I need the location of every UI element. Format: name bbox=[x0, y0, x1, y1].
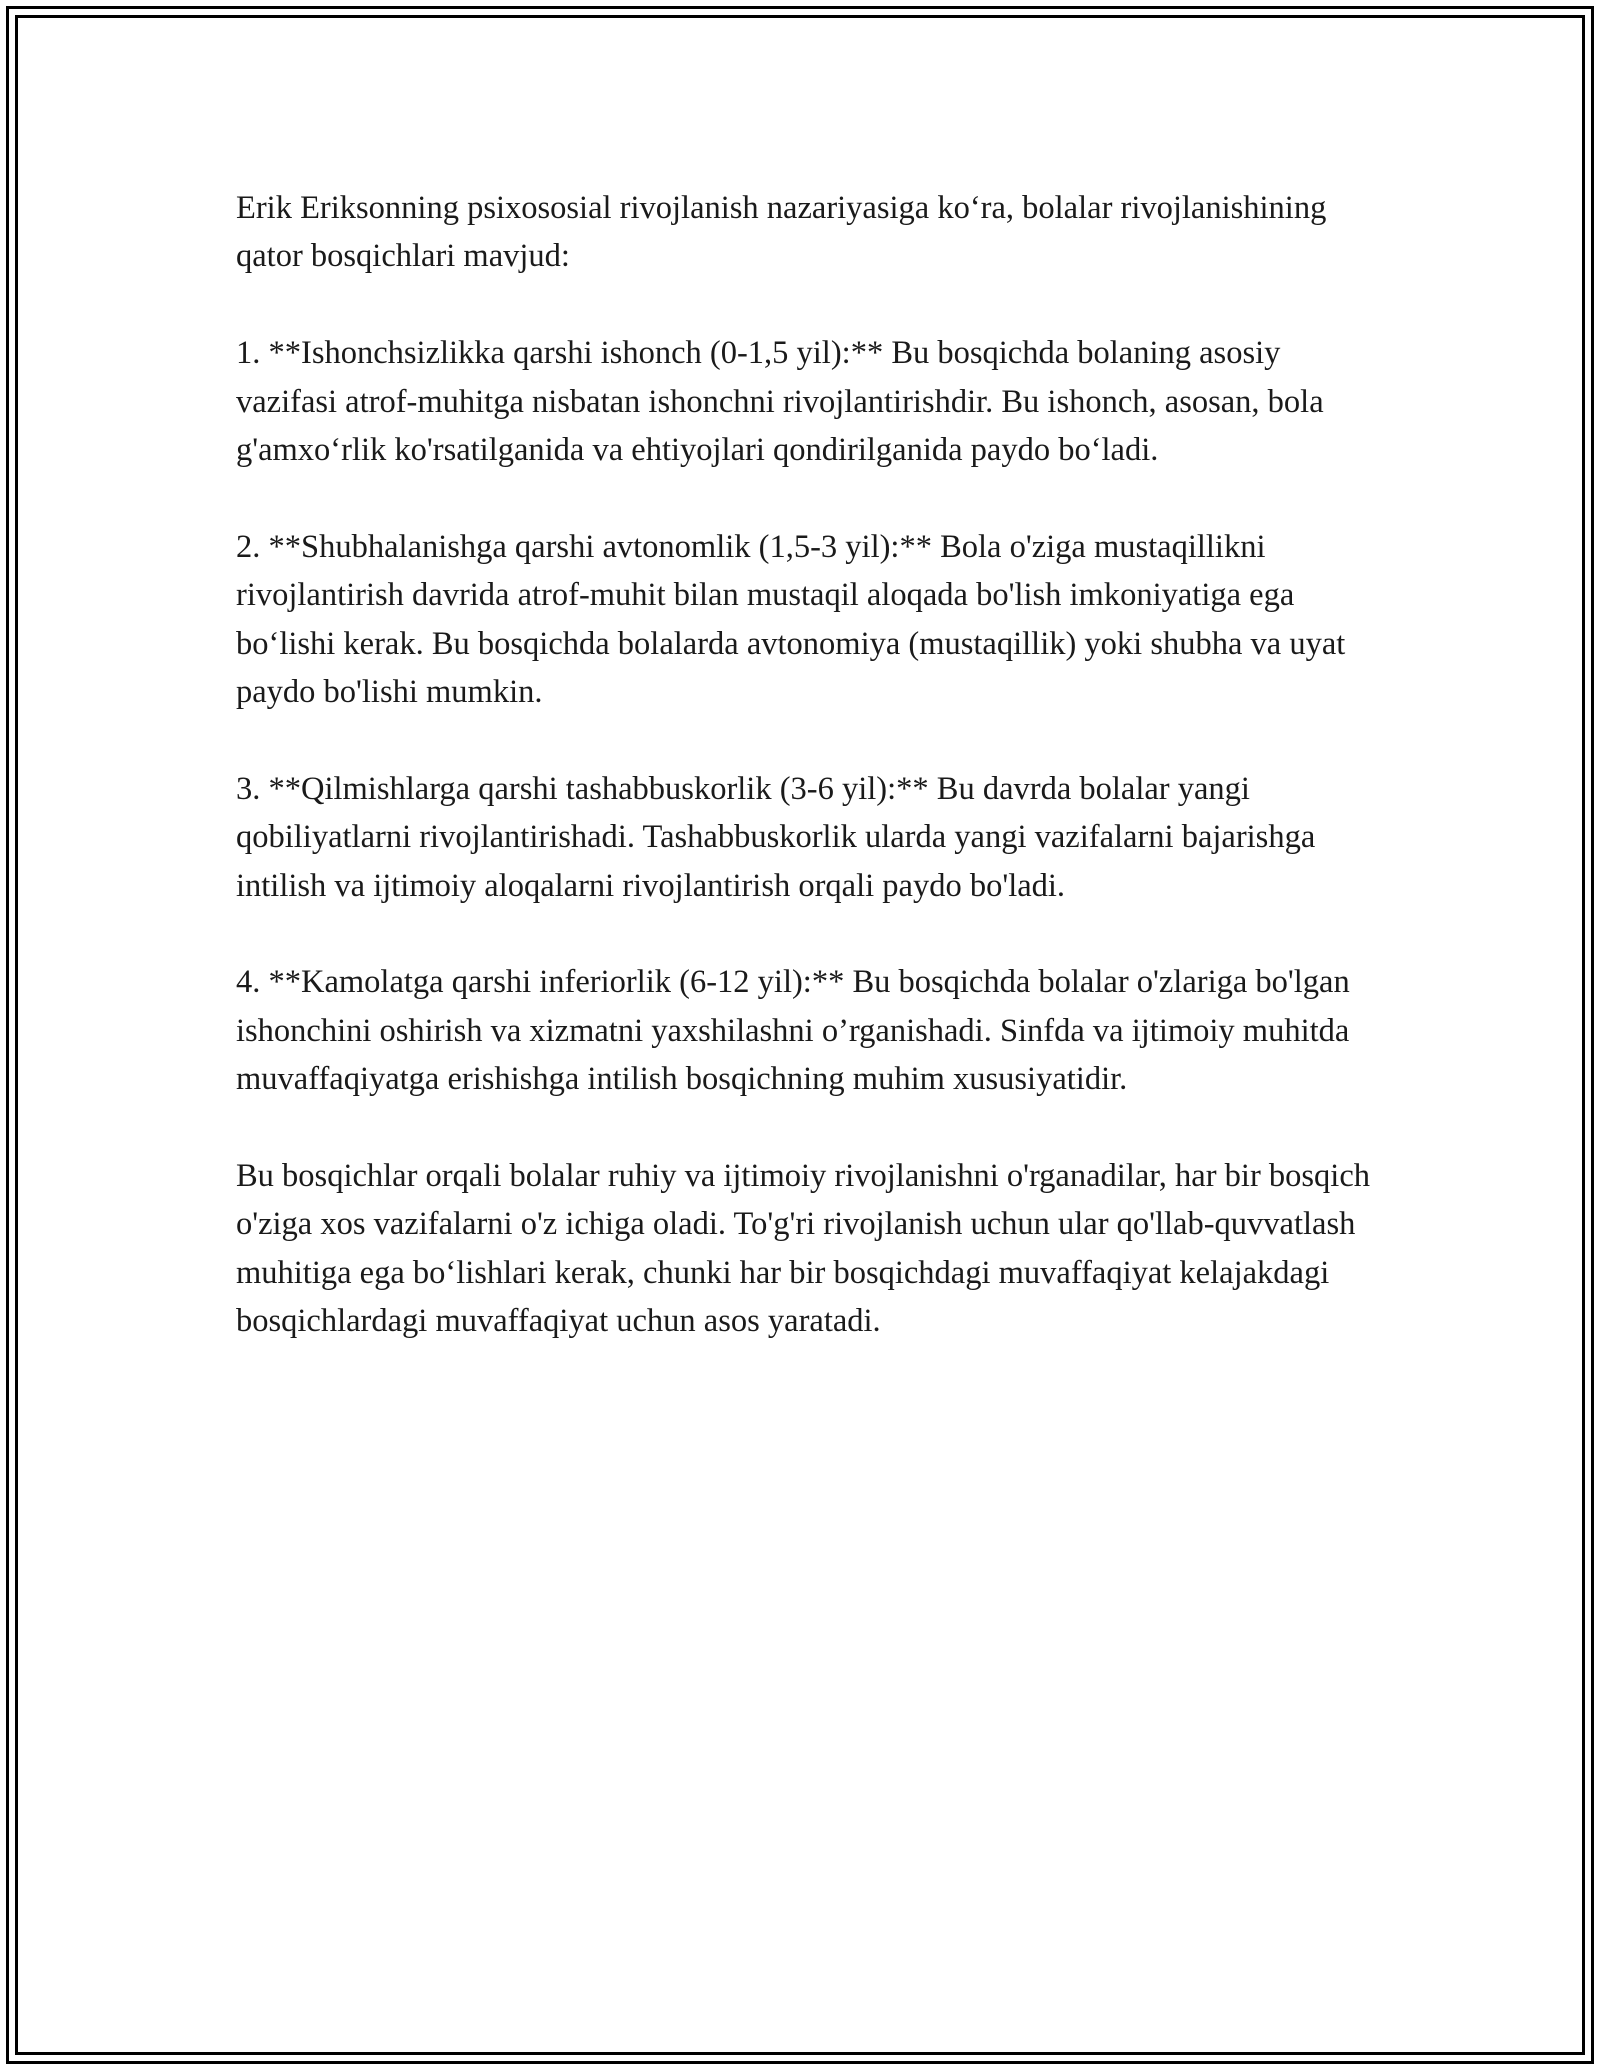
document-body bbox=[236, 184, 1376, 1346]
stage-1-paragraph: 1. **Ishonchsizlikka qarshi ishonch (0-1,5 yil):** Bu bosqichda bolaning asosiy vazifasi atrof-muhitga nisbatan ishonchni rivojlantirishdir. Bu ishonch, asosan, bola g'amxo‘rlik ko'rsatilganida va ehtiyojlari qondirilganida paydo bo‘ladi. bbox=[236, 335, 1324, 469]
stage-3-paragraph: 3. **Qilmishlarga qarshi tashabbuskorlik (3-6 yil):** Bu davrda bolalar yangi qobiliyatlarni rivojlantirishadi. Tashabbuskorlik ularda yangi vazifalarni bajarishga intilish va ijtimoiy aloqalarni rivojlantirish orqali paydo bo'ladi. bbox=[236, 770, 1316, 904]
stage-4-paragraph: 4. **Kamolatga qarshi inferiorlik (6-12 yil):** Bu bosqichda bolalar o'zlariga bo'lgan ishonchini oshirish va xizmatni yaxshilashni o’rganishadi. Sinfda va ijtimoiy muhitda muvaffaqiyatga erishishga intilish bosqichning muhim xususiyatidir. bbox=[236, 964, 1350, 1098]
conclusion-paragraph: Bu bosqichlar orqali bolalar ruhiy va ijtimoiy rivojlanishni o'rganadilar, har bir bosqich o'ziga xos vazifalarni o'z ichiga oladi. To'g'ri rivojlanish uchun ular qo'llab-quvvatlash muhitiga ega bo‘lishlari kerak, chunki har bir bosqichdagi muvaffaqiyat kelajakdagi bosqichlardagi muvaffaqiyat uchun asos yaratadi. bbox=[236, 1158, 1370, 1340]
intro-paragraph: Erik Eriksonning psixososial rivojlanish nazariyasiga ko‘ra, bolalar rivojlanishining qator bosqichlari mavjud: bbox=[236, 190, 1327, 275]
stage-2-paragraph: 2. **Shubhalanishga qarshi avtonomlik (1,5-3 yil):** Bola o'ziga mustaqillikni rivojlantirish davrida atrof-muhit bilan mustaqil aloqada bo'lish imkoniyatiga ega bo‘lishi kerak. Bu bosqichda bolalarda avtonomiya (mustaqillik) yoki shubha va uyat paydo bo'lishi mumkin. bbox=[236, 528, 1346, 711]
